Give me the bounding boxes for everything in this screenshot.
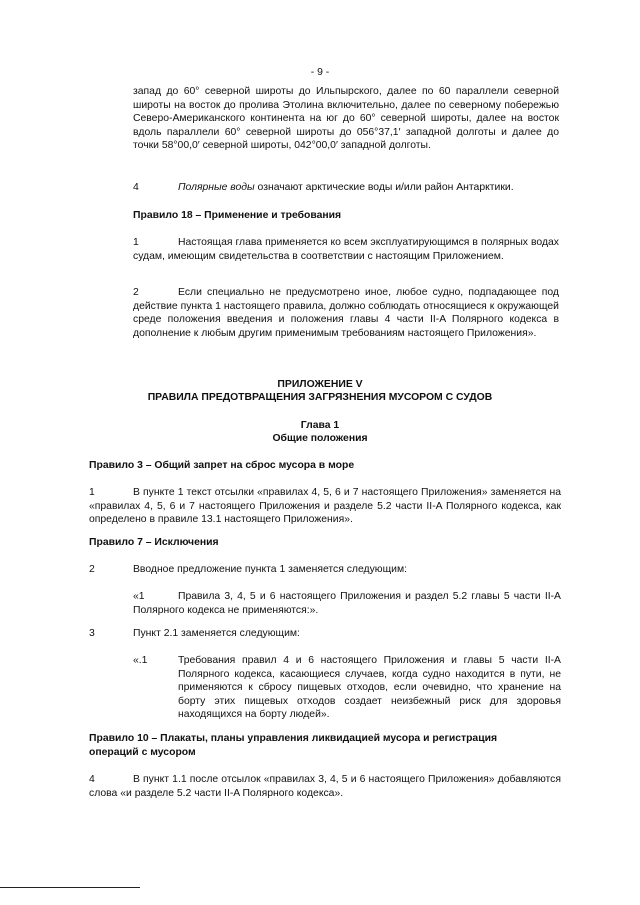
paragraph-number: 1 xyxy=(133,237,139,248)
quote-number: «1 xyxy=(133,591,145,602)
rule-10-heading-line-2: операций с мусором xyxy=(89,746,196,758)
paragraph-number: 1 xyxy=(89,487,95,498)
quote-number: «.1 xyxy=(133,655,148,666)
term-polar-waters: Полярные воды xyxy=(178,182,255,193)
rule-10-paragraph-4: В пункт 1.1 после отсылок «правилах 3, 4, 5 и 6 настоящего Приложения» добавляются слова «и разделе 5.2 части II-A Полярного кодекса». xyxy=(89,774,561,799)
continuation-paragraph: запад до 60° северной широты до Ильпырского, далее по 60 параллели северной широты на восток до пролива Этолина включительно, далее по северному побережью Северо-Американского континента на юг до 60° северной широты, далее на восток вдоль параллели 60° северной широты до 056°37,1′ западной долготы и далее до точки 58°00,0′ северной широты, 042°00,0′ западной долготы. xyxy=(133,86,559,152)
rule-18-paragraph-2: Если специально не предусмотрено иное, любое судно, подпадающее под действие пункта 1 настоящего правила, должно соблюдать относящиеся к окружающей среде положения введения и положения главы 4 части II-A Полярного кодекса в дополнение к любым другим применимым требованиям настоящего Приложения». xyxy=(133,287,559,339)
rule-3-heading: Правило 3 – Общий запрет на сброс мусора в море xyxy=(89,460,355,471)
rule-7-quote-1: Правила 3, 4, 5 и 6 настоящего Приложения и раздел 5.2 главы 5 части II-A Полярного кодекса не применяются:». xyxy=(133,591,561,616)
rule-7-paragraph-3: Пункт 2.1 заменяется следующим: xyxy=(133,628,300,639)
definition-text: означают арктические воды и/или район Антарктики. xyxy=(254,182,514,193)
paragraph-number: 4 xyxy=(89,774,95,785)
annex-title: ПРИЛОЖЕНИЕ V xyxy=(277,379,363,390)
paragraph-number: 2 xyxy=(133,287,139,298)
rule-3-paragraph-1: В пункте 1 текст отсылки «правилах 4, 5, 6 и 7 настоящего Приложения» заменяется на «правилах 4, 5, 6 и 7 настоящего Приложения и разделе 5.2 части II-A Полярного кодекса, как определено в правиле 13.1 настоящего Приложения». xyxy=(89,487,561,526)
chapter-number: Глава 1 xyxy=(300,420,340,431)
annex-subtitle: ПРАВИЛА ПРЕДОТВРАЩЕНИЯ ЗАГРЯЗНЕНИЯ МУСОРОМ С СУДОВ xyxy=(147,392,493,403)
rule-7-paragraph-2: Вводное предложение пункта 1 заменяется следующим: xyxy=(133,564,407,575)
rule-10-heading-line-1: Правило 10 – Плакаты, планы управления ликвидацией мусора и регистрация xyxy=(89,733,498,744)
paragraph-number: 4 xyxy=(133,182,139,193)
page-number: - 9 - xyxy=(310,67,330,78)
rule-18-heading: Правило 18 – Применение и требования xyxy=(133,210,342,221)
rule-18-paragraph-1: Настоящая глава применяется ко всем эксплуатирующимся в полярных водах судам, имеющим свидетельства в соответствии с настоящим Приложением. xyxy=(133,237,559,262)
paragraph-number: 2 xyxy=(89,564,95,575)
rule-7-heading: Правило 7 – Исключения xyxy=(89,537,219,548)
chapter-title: Общие положения xyxy=(272,433,368,444)
paragraph-number: 3 xyxy=(89,628,95,639)
rule-10-heading xyxy=(89,732,561,759)
footer-divider xyxy=(0,887,140,888)
rule-7-quote-2: Требования правил 4 и 6 настоящего Приложения и главы 5 части II-A Полярного кодекса, касающиеся случаев, когда судно находится в пути, не применяются к сбросу пищевых отходов, если очевидно, что хранение на борту этих пищевых отходов создает неизбежный риск для здоровья находящихся на борту людей». xyxy=(178,655,561,721)
paragraph-4 xyxy=(178,181,559,195)
